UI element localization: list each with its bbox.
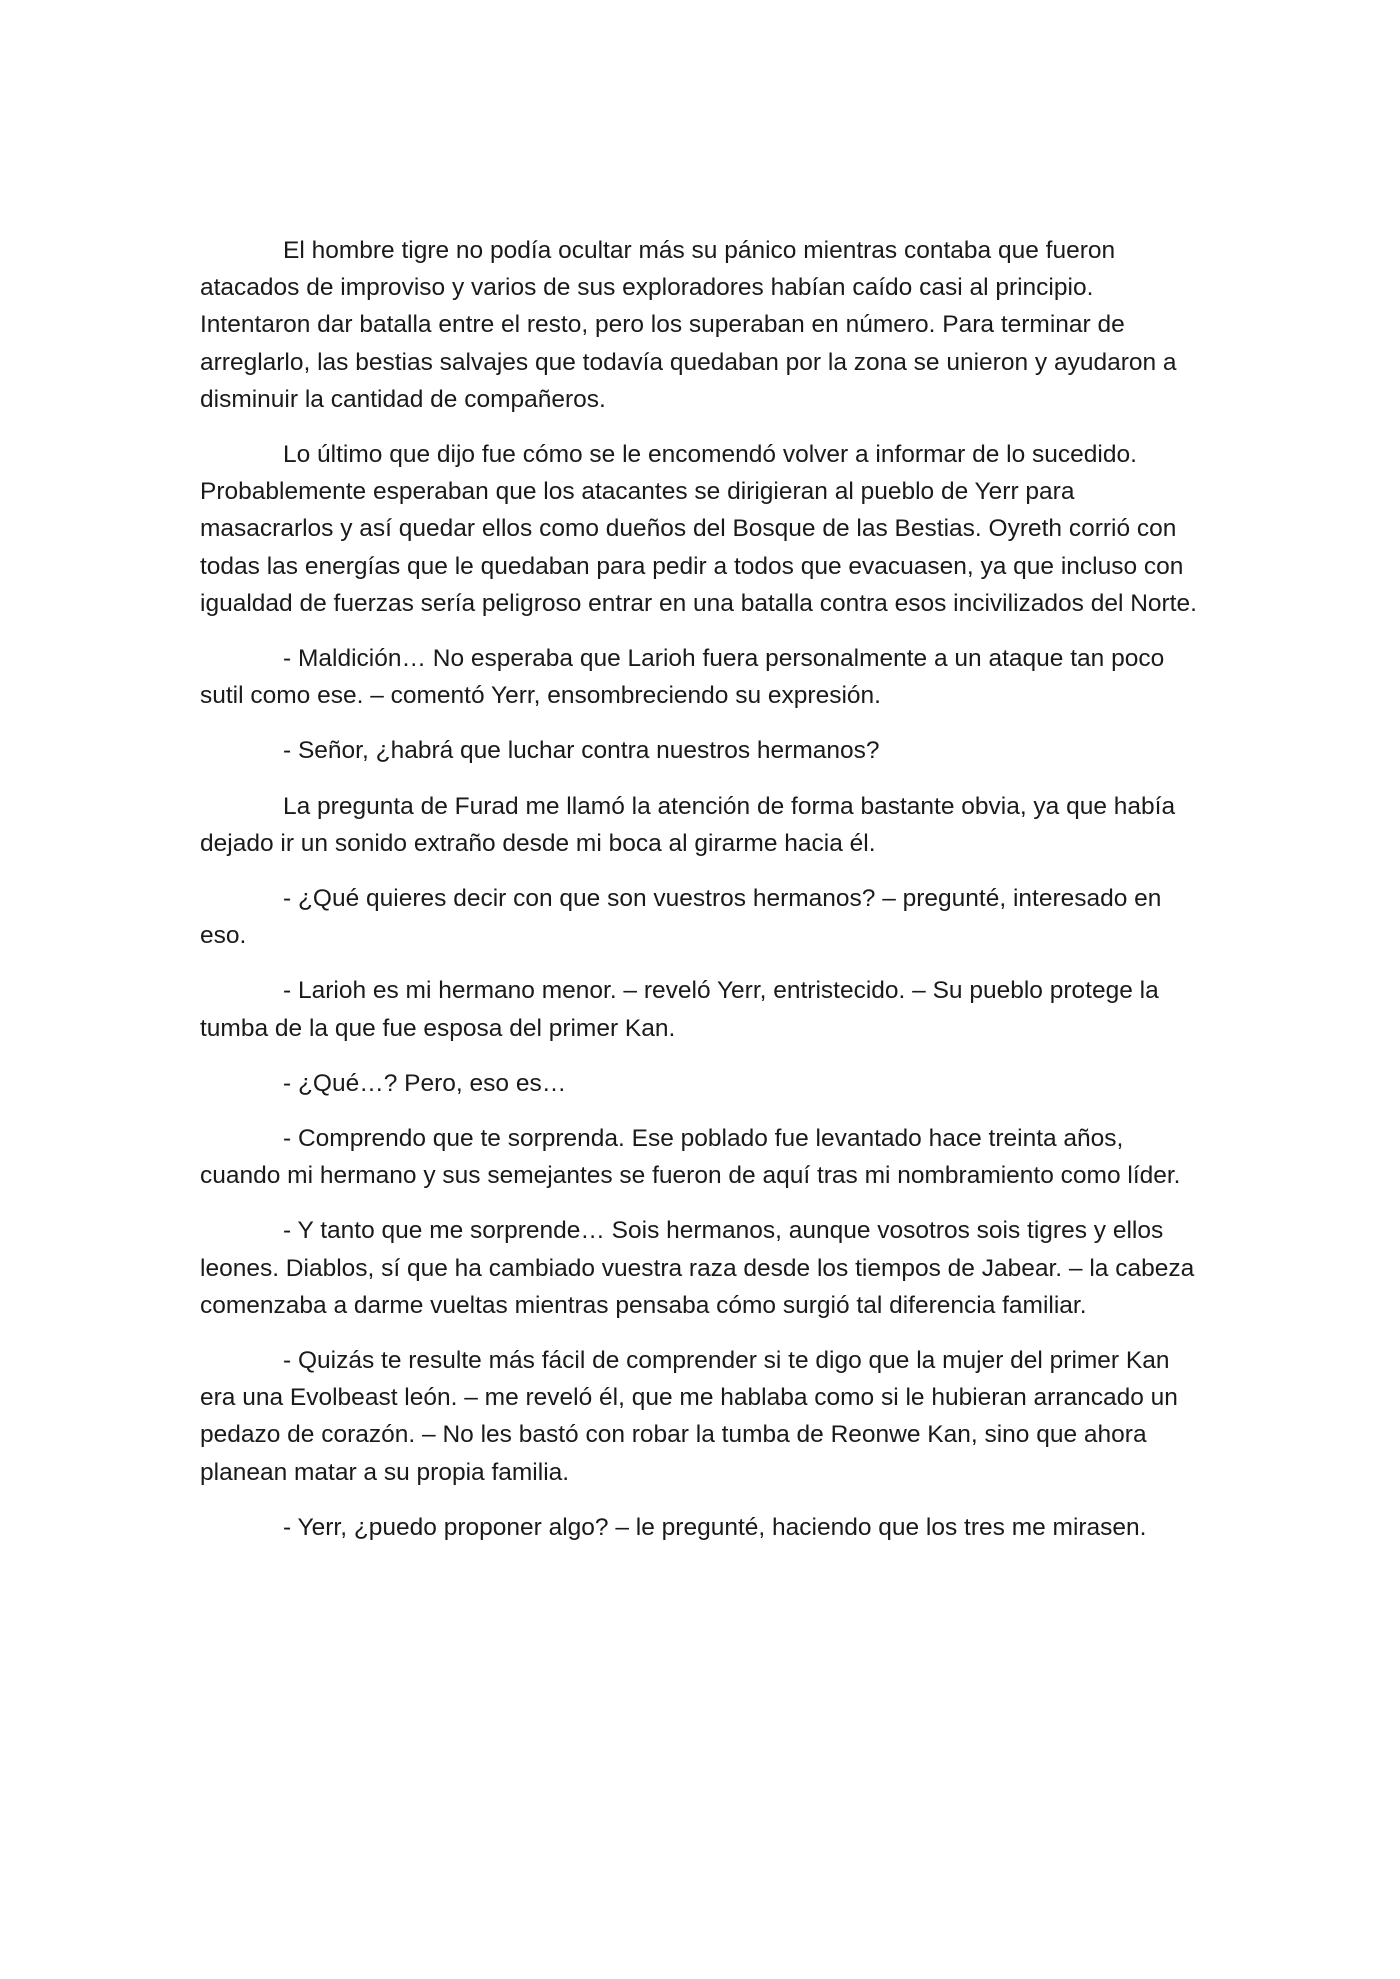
paragraph: - Y tanto que me sorprende… Sois hermanos, aunque vosotros sois tigres y ellos leones. Diablos, sí que ha cambiado vuestra raza desde los tiempos de Jabear. – la cabeza comenzaba a darme vueltas mientras pensaba cómo surgió tal diferencia familiar. [200, 1217, 1195, 1319]
paragraph: - Larioh es mi hermano menor. – reveló Yerr, entristecido. – Su pueblo protege la tumba de la que fue esposa del primer Kan. [200, 977, 1159, 1042]
paragraph: - Comprendo que te sorprenda. Ese poblado fue levantado hace treinta años, cuando mi hermano y sus semejantes se fueron de aquí tras mi nombramiento como líder. [200, 1125, 1181, 1190]
paragraph: La pregunta de Furad me llamó la atención de forma bastante obvia, ya que había dejado ir un sonido extraño desde mi boca al girarme hacia él. [200, 792, 1176, 857]
paragraph: - ¿Qué…? Pero, eso es… [283, 1069, 567, 1097]
paragraph: - Yerr, ¿puedo proponer algo? – le pregunté, haciendo que los tres me mirasen. [283, 1513, 1147, 1541]
paragraph: - Maldición… No esperaba que Larioh fuera personalmente a un ataque tan poco sutil como ese. – comentó Yerr, ensombreciendo su expresión. [200, 645, 1165, 710]
paragraph: - Señor, ¿habrá que luchar contra nuestros hermanos? [283, 737, 880, 765]
paragraph: - Quizás te resulte más fácil de comprender si te digo que la mujer del primer Kan era una Evolbeast león. – me reveló él, que me hablaba como si le hubieran arrancado un pedazo de corazón. – No les bastó con robar la tumba de Reonwe Kan, sino que ahora planean matar a su propia familia. [200, 1347, 1178, 1486]
paragraph: - ¿Qué quieres decir con que son vuestros hermanos? – pregunté, interesado en eso. [200, 885, 1162, 950]
document-body [200, 232, 1202, 1564]
paragraph: El hombre tigre no podía ocultar más su pánico mientras contaba que fueron atacados de improviso y varios de sus exploradores habían caído casi al principio. Intentaron dar batalla entre el resto, pero los superaban en número. Para terminar de arreglarlo, las bestias salvajes que todavía quedaban por la zona se unieron y ayudaron a disminuir la cantidad de compañeros. [200, 237, 1177, 413]
paragraph: Lo último que dijo fue cómo se le encomendó volver a informar de lo sucedido. Probablemente esperaban que los atacantes se dirigieran al pueblo de Yerr para masacrarlos y así quedar ellos como dueños del Bosque de las Bestias. Oyreth corrió con todas las energías que le quedaban para pedir a todos que evacuasen, ya que incluso con igualdad de fuerzas sería peligroso entrar en una batalla contra esos incivilizados del Norte. [200, 441, 1197, 617]
